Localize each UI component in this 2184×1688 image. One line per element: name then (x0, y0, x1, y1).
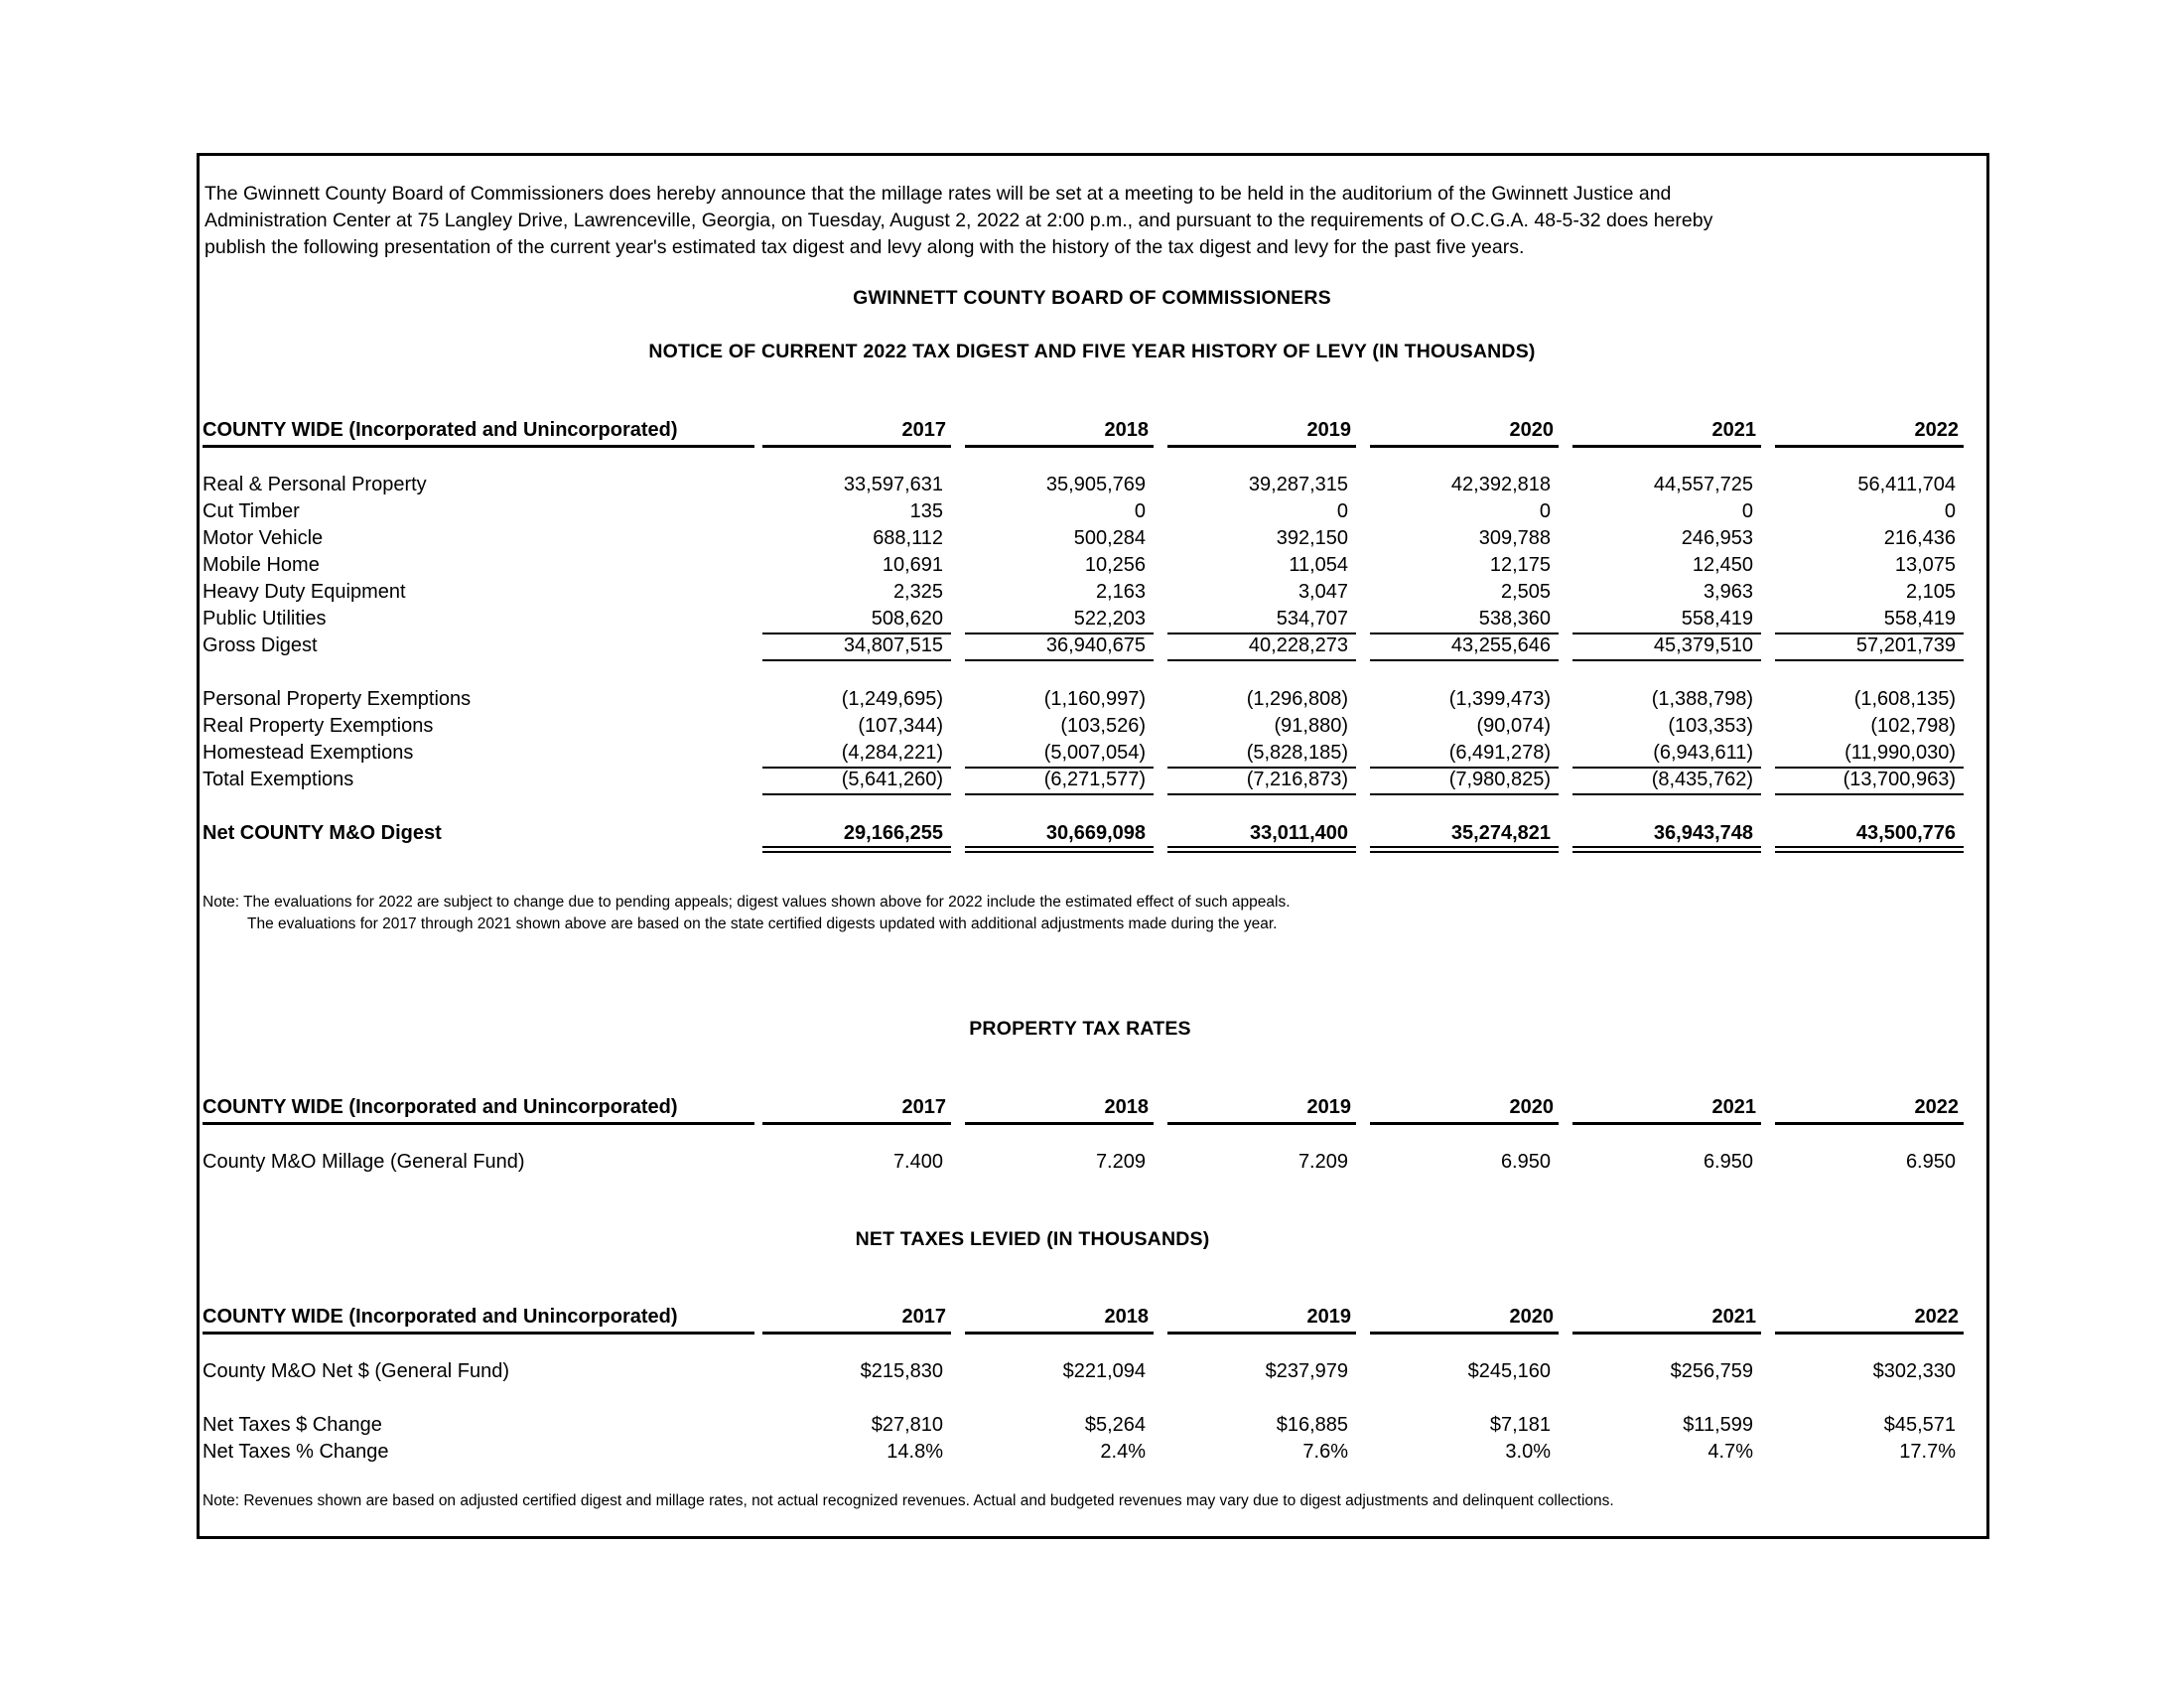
cell-value: 14.8% (887, 1441, 943, 1463)
total-rule (762, 767, 951, 769)
section-label: COUNTY WIDE (Incorporated and Unincorporated) (203, 419, 678, 441)
total-rule (965, 851, 1154, 853)
total-rule (1572, 767, 1761, 769)
total-rule (1167, 846, 1356, 848)
header-underline (1370, 1122, 1559, 1125)
year-header: 2019 (1306, 1306, 1351, 1328)
cell-value: 34,807,515 (843, 634, 943, 656)
header-underline (1775, 1332, 1964, 1335)
cell-value: 0 (1336, 500, 1348, 522)
header-underline (203, 1122, 754, 1125)
cell-value: 57,201,739 (1855, 634, 1956, 656)
cell-value: (1,399,473) (1448, 688, 1551, 710)
cell-value: 44,557,725 (1653, 474, 1753, 495)
total-rule (1775, 846, 1964, 848)
cell-value: 558,419 (1681, 608, 1753, 630)
header-underline (1775, 445, 1964, 448)
total-rule (965, 767, 1154, 769)
row-label: Mobile Home (203, 554, 320, 576)
total-rule (762, 659, 951, 661)
header-underline (1167, 1332, 1356, 1335)
cell-value: $27,810 (871, 1414, 943, 1436)
header-underline (1167, 445, 1356, 448)
header-underline (965, 1332, 1154, 1335)
cell-value: 43,255,646 (1450, 634, 1551, 656)
cell-value: 3,963 (1703, 581, 1753, 603)
intro-line: publish the following presentation of the current year's estimated tax digest and levy along with the history of the tax digest and levy for the past five years. (205, 236, 1525, 258)
header-underline (762, 1332, 951, 1335)
note-certified: The evaluations for 2017 through 2021 shown above are based on the state certified digests updated with additional adjustments made during the year. (247, 915, 1278, 932)
header-underline (203, 445, 754, 448)
total-rule (1572, 659, 1761, 661)
cell-value: 508,620 (871, 608, 943, 630)
cell-value: $45,571 (1883, 1414, 1956, 1436)
cell-value: 135 (909, 500, 943, 522)
cell-value: 39,287,315 (1248, 474, 1348, 495)
total-rule (1167, 851, 1356, 853)
cell-value: 688,112 (873, 527, 943, 549)
year-header: 2017 (901, 419, 946, 441)
row-label: Net Taxes $ Change (203, 1414, 382, 1436)
total-rule (1775, 793, 1964, 795)
cell-value: 500,284 (1073, 527, 1146, 549)
total-rule (1370, 633, 1559, 634)
cell-value: $7,181 (1489, 1414, 1551, 1436)
cell-value: 6.950 (1500, 1151, 1551, 1173)
cell-value: $215,830 (860, 1360, 943, 1382)
header-underline (1775, 1122, 1964, 1125)
cell-value: 3,047 (1297, 581, 1348, 603)
rates-title: PROPERTY TAX RATES (969, 1018, 1191, 1040)
total-rule (762, 851, 951, 853)
cell-value: (13,700,963) (1843, 769, 1956, 790)
cell-value: (103,526) (1060, 715, 1146, 737)
cell-value: 7.209 (1297, 1151, 1348, 1173)
cell-value: (1,249,695) (841, 688, 943, 710)
cell-value: 7.400 (892, 1151, 943, 1173)
header-underline (1572, 1122, 1761, 1125)
cell-value: 558,419 (1883, 608, 1956, 630)
header-underline (203, 1332, 754, 1335)
cell-value: 36,940,675 (1045, 634, 1146, 656)
year-header: 2018 (1104, 1306, 1149, 1328)
section-label: COUNTY WIDE (Incorporated and Unincorporated) (203, 1306, 678, 1328)
total-rule (1572, 846, 1761, 848)
cell-value: (5,828,185) (1246, 742, 1348, 764)
total-rule (1775, 767, 1964, 769)
cell-value: 216,436 (1883, 527, 1956, 549)
year-header: 2021 (1711, 419, 1756, 441)
total-rule (965, 846, 1154, 848)
row-label: Total Exemptions (203, 769, 354, 790)
total-rule (762, 793, 951, 795)
total-rule (1775, 851, 1964, 853)
cell-value: 33,011,400 (1250, 822, 1348, 844)
year-header: 2020 (1509, 1096, 1554, 1118)
note-appeals: Note: The evaluations for 2022 are subject to change due to pending appeals; digest values shown above for 2022 include the estimated effect of such appeals. (203, 894, 1291, 911)
intro-line: The Gwinnett County Board of Commissioners does hereby announce that the millage rates will be set at a meeting to be held in the auditorium of the Gwinnett Justice and (205, 183, 1672, 205)
cell-value: (4,284,221) (841, 742, 943, 764)
cell-value: 538,360 (1478, 608, 1551, 630)
total-rule (1370, 767, 1559, 769)
header-underline (1370, 445, 1559, 448)
cell-value: 11,054 (1289, 554, 1348, 576)
year-header: 2017 (901, 1096, 946, 1118)
cell-value: 6.950 (1905, 1151, 1956, 1173)
cell-value: 42,392,818 (1450, 474, 1551, 495)
cell-value: 392,150 (1276, 527, 1348, 549)
year-header: 2017 (901, 1306, 946, 1328)
row-label: Homestead Exemptions (203, 742, 414, 764)
cell-value: 12,175 (1489, 554, 1551, 576)
header-underline (762, 445, 951, 448)
cell-value: 309,788 (1478, 527, 1551, 549)
total-rule (1775, 659, 1964, 661)
cell-value: (6,491,278) (1448, 742, 1551, 764)
header-underline (965, 1122, 1154, 1125)
cell-value: 0 (1134, 500, 1146, 522)
year-header: 2022 (1914, 419, 1959, 441)
header-underline (1167, 1122, 1356, 1125)
row-label: Net Taxes % Change (203, 1441, 389, 1463)
row-label: County M&O Net $ (General Fund) (203, 1360, 510, 1382)
cell-value: 0 (1539, 500, 1551, 522)
cell-value: 40,228,273 (1248, 634, 1348, 656)
cell-value: 2.4% (1100, 1441, 1146, 1463)
total-rule (1370, 846, 1559, 848)
cell-value: 4.7% (1707, 1441, 1753, 1463)
cell-value: (5,007,054) (1043, 742, 1146, 764)
notice-title: NOTICE OF CURRENT 2022 TAX DIGEST AND FIVE YEAR HISTORY OF LEVY (IN THOUSANDS) (648, 341, 1536, 362)
cell-value: $11,599 (1683, 1414, 1753, 1436)
cell-value: 0 (1741, 500, 1753, 522)
cell-value: 35,905,769 (1045, 474, 1146, 495)
intro-paragraph (205, 181, 1952, 261)
cell-value: (7,980,825) (1448, 769, 1551, 790)
cell-value: 2,163 (1095, 581, 1146, 603)
cell-value: 45,379,510 (1653, 634, 1753, 656)
cell-value: 29,166,255 (843, 822, 943, 844)
cell-value: (7,216,873) (1246, 769, 1348, 790)
intro-line: Administration Center at 75 Langley Drive, Lawrenceville, Georgia, on Tuesday, August 2, 2022 at 2:00 p.m., and pursuant to the requirements of O.C.G.A. 48-5-32 does hereby (205, 210, 1713, 231)
total-rule (762, 846, 951, 848)
year-header: 2021 (1711, 1096, 1756, 1118)
cell-value: 10,691 (882, 554, 943, 576)
cell-value: 534,707 (1276, 608, 1348, 630)
header-underline (965, 445, 1154, 448)
header-underline (1572, 1332, 1761, 1335)
year-header: 2020 (1509, 419, 1554, 441)
year-header: 2020 (1509, 1306, 1554, 1328)
cell-value: (11,990,030) (1844, 742, 1956, 764)
section-label: COUNTY WIDE (Incorporated and Unincorporated) (203, 1096, 678, 1118)
cell-value: $256,759 (1670, 1360, 1753, 1382)
cell-value: 13,075 (1894, 554, 1956, 576)
cell-value: (1,296,808) (1246, 688, 1348, 710)
header-underline (1572, 445, 1761, 448)
year-header: 2018 (1104, 1096, 1149, 1118)
row-label: Heavy Duty Equipment (203, 581, 406, 603)
total-rule (1370, 659, 1559, 661)
cell-value: $5,264 (1084, 1414, 1146, 1436)
header-underline (1370, 1332, 1559, 1335)
cell-value: 43,500,776 (1855, 822, 1956, 844)
cell-value: (107,344) (858, 715, 943, 737)
cell-value: 0 (1944, 500, 1956, 522)
total-rule (1775, 633, 1964, 634)
row-label: Motor Vehicle (203, 527, 324, 549)
cell-value: 246,953 (1681, 527, 1753, 549)
cell-value: 2,505 (1500, 581, 1551, 603)
cell-value: $221,094 (1062, 1360, 1146, 1382)
row-label: Net COUNTY M&O Digest (203, 822, 442, 844)
cell-value: (103,353) (1668, 715, 1753, 737)
cell-value: $16,885 (1276, 1414, 1348, 1436)
cell-value: $237,979 (1265, 1360, 1348, 1382)
total-rule (965, 793, 1154, 795)
header-underline (762, 1122, 951, 1125)
year-header: 2022 (1914, 1306, 1959, 1328)
cell-value: (8,435,762) (1651, 769, 1753, 790)
year-header: 2018 (1104, 419, 1149, 441)
cell-value: 12,450 (1692, 554, 1753, 576)
total-rule (1572, 633, 1761, 634)
cell-value: 2,325 (892, 581, 943, 603)
total-rule (1167, 659, 1356, 661)
row-label: Gross Digest (203, 634, 318, 656)
board-title: GWINNETT COUNTY BOARD OF COMMISSIONERS (853, 287, 1331, 309)
cell-value: 7.209 (1095, 1151, 1146, 1173)
year-header: 2022 (1914, 1096, 1959, 1118)
cell-value: 35,274,821 (1450, 822, 1551, 844)
year-header: 2019 (1306, 419, 1351, 441)
row-label: Cut Timber (203, 500, 300, 522)
cell-value: 522,203 (1073, 608, 1146, 630)
cell-value: 7.6% (1302, 1441, 1348, 1463)
levied-title: NET TAXES LEVIED (IN THOUSANDS) (855, 1228, 1210, 1250)
year-header: 2019 (1306, 1096, 1351, 1118)
total-rule (965, 633, 1154, 634)
total-rule (1167, 767, 1356, 769)
row-label: Real & Personal Property (203, 474, 427, 495)
cell-value: $245,160 (1467, 1360, 1551, 1382)
cell-value: (91,880) (1274, 715, 1348, 737)
note-revenues: Note: Revenues shown are based on adjusted certified digest and millage rates, not actual recognized revenues. Actual and budgeted revenues may vary due to digest adjustments and delinquent collections. (203, 1492, 1614, 1509)
cell-value: (5,641,260) (841, 769, 943, 790)
cell-value: (1,160,997) (1043, 688, 1146, 710)
total-rule (1167, 633, 1356, 634)
cell-value: 56,411,704 (1857, 474, 1956, 495)
year-header: 2021 (1711, 1306, 1756, 1328)
total-rule (1370, 851, 1559, 853)
total-rule (965, 659, 1154, 661)
cell-value: (90,074) (1476, 715, 1551, 737)
total-rule (1572, 793, 1761, 795)
row-label: Personal Property Exemptions (203, 688, 472, 710)
cell-value: 36,943,748 (1653, 822, 1753, 844)
total-rule (1370, 793, 1559, 795)
row-label: County M&O Millage (General Fund) (203, 1151, 525, 1173)
row-label: Public Utilities (203, 608, 327, 630)
cell-value: 17.7% (1899, 1441, 1956, 1463)
cell-value: (6,271,577) (1043, 769, 1146, 790)
total-rule (1167, 793, 1356, 795)
cell-value: 33,597,631 (843, 474, 943, 495)
cell-value: 30,669,098 (1045, 822, 1146, 844)
total-rule (762, 633, 951, 634)
row-label: Real Property Exemptions (203, 715, 434, 737)
total-rule (1572, 851, 1761, 853)
cell-value: $302,330 (1872, 1360, 1956, 1382)
cell-value: (6,943,611) (1653, 742, 1753, 764)
cell-value: (1,608,135) (1853, 688, 1956, 710)
cell-value: 3.0% (1505, 1441, 1551, 1463)
cell-value: 6.950 (1703, 1151, 1753, 1173)
cell-value: (1,388,798) (1651, 688, 1753, 710)
cell-value: 2,105 (1905, 581, 1956, 603)
cell-value: (102,798) (1870, 715, 1956, 737)
cell-value: 10,256 (1084, 554, 1146, 576)
